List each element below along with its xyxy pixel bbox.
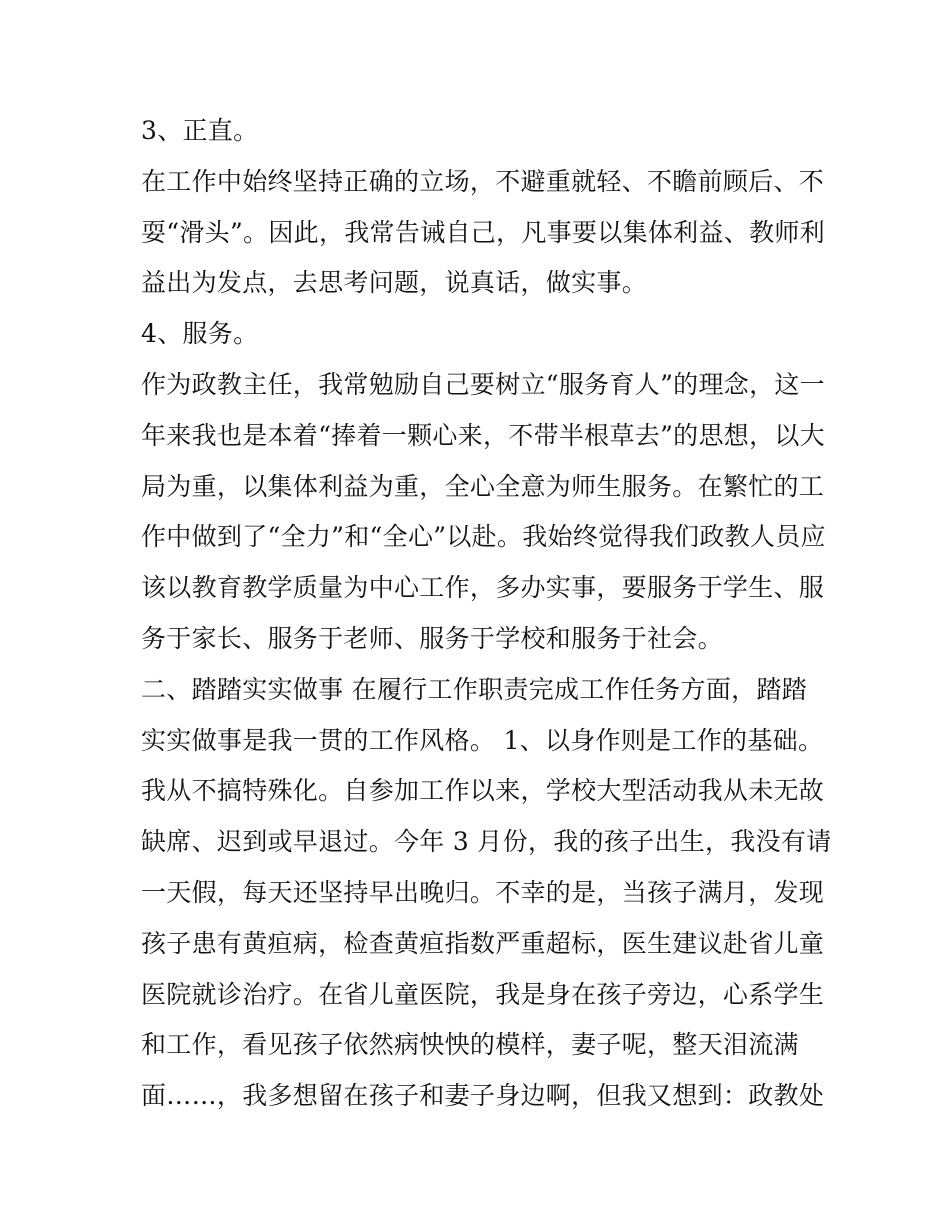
text-line: 我从不搞特殊化。自参加工作以来，学校大型活动我从未无故: [141, 776, 825, 806]
text-line: 该以教育教学质量为中心工作，多办实事，要服务于学生、服: [141, 573, 825, 603]
text-line: 一天假，每天还坚持早出晚归。不幸的是，当孩子满月，发现: [141, 877, 825, 907]
text-line: 实实做事是我一贯的工作风格。 1、以身作则是工作的基础。: [141, 725, 824, 755]
text-line: 缺席、迟到或早退过。今年 3 月份，我的孩子出生，我没有请: [141, 827, 832, 857]
text-line: 作为政教主任，我常勉励自己要树立“服务育人”的理念，这一: [141, 369, 825, 399]
document-body: [141, 106, 832, 1122]
text-line: 和工作，看见孩子依然病怏怏的模样，妻子呢，整天泪流满: [141, 1030, 799, 1060]
text-line: 耍“滑头”。因此，我常告诫自己，凡事要以集体利益、教师利: [141, 217, 825, 247]
text-line: 年来我也是本着“捧着一颗心来，不带半根草去”的思想，以大: [141, 420, 825, 450]
text-line: 在工作中始终坚持正确的立场，不避重就轻、不瞻前顾后、不: [141, 166, 825, 196]
text-line: 医院就诊治疗。在省儿童医院，我是身在孩子旁边，心系学生: [141, 979, 825, 1009]
text-line: 面……，我多想留在孩子和妻子身边啊，但我又想到：政教处: [141, 1081, 825, 1111]
text-line: 3、正直。: [141, 116, 259, 145]
text-line: 务于家长、服务于老师、服务于学校和服务于社会。: [141, 623, 723, 653]
text-line: 4、服务。: [141, 319, 259, 349]
text-line: 益出为发点，去思考问题，说真话，做实事。: [141, 268, 648, 298]
text-line: 局为重，以集体利益为重，全心全意为师生服务。在繁忙的工: [141, 471, 825, 501]
text-line: 作中做到了“全力”和“全心”以赴。我始终觉得我们政教人员应: [141, 522, 826, 552]
text-line: 二、踏踏实实做事 在履行工作职责完成工作任务方面，踏踏: [141, 674, 808, 704]
text-line: 孩子患有黄疸病，检查黄疸指数严重超标，医生建议赴省儿童: [141, 928, 825, 958]
